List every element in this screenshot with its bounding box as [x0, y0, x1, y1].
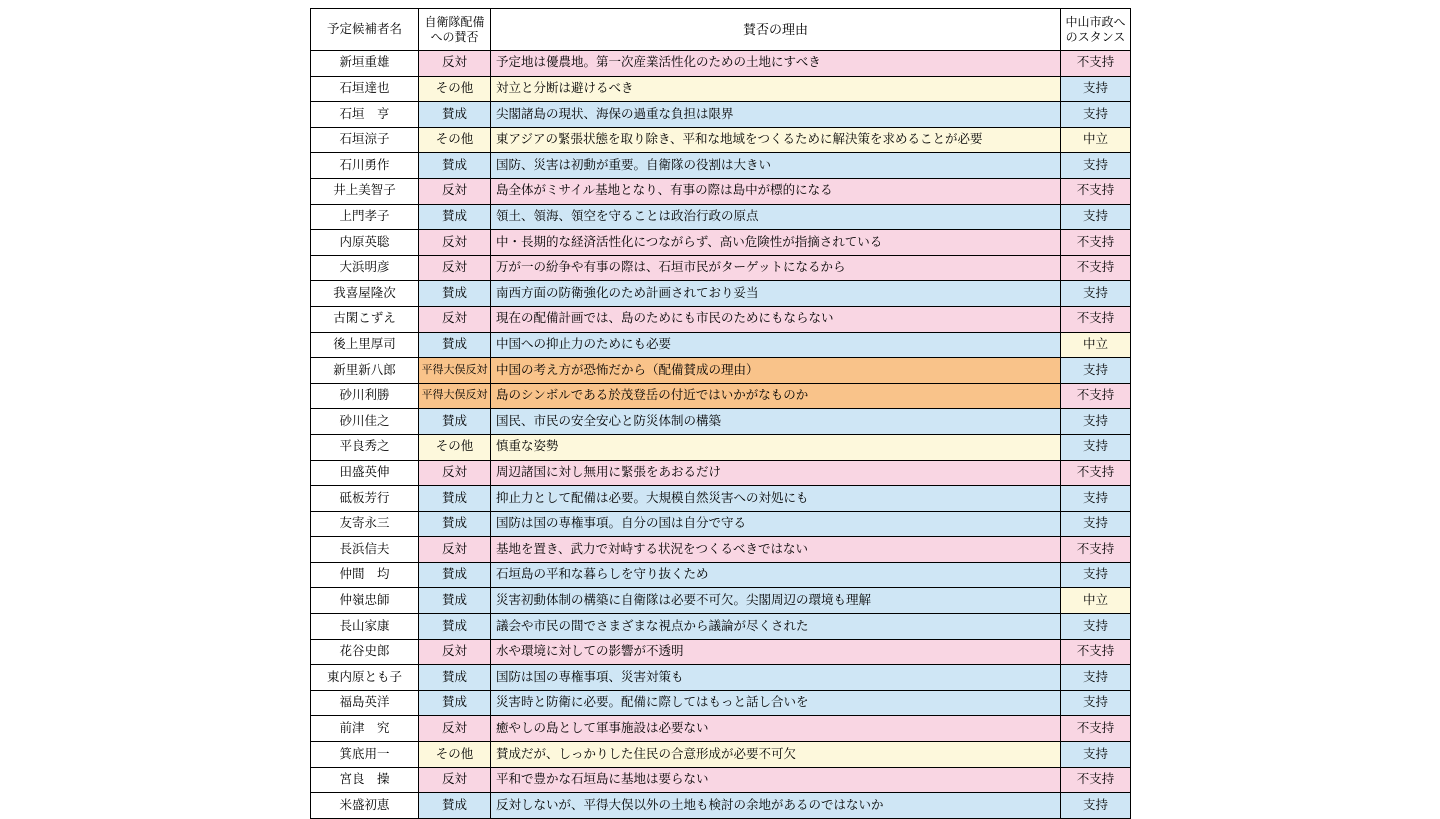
table-header-row [311, 9, 1131, 51]
cell-stance: 支持 [1061, 486, 1131, 512]
cell-position: 賛成 [419, 665, 491, 691]
cell-reason: 抑止力として配備は必要。大規模自然災害への対処にも [491, 486, 1061, 512]
cell-stance: 不支持 [1061, 716, 1131, 742]
table-body [311, 51, 1131, 819]
cell-stance: 支持 [1061, 76, 1131, 102]
table-row [311, 460, 1131, 486]
table-row [311, 562, 1131, 588]
cell-reason: 国防、災害は初動が重要。自衛隊の役割は大きい [491, 153, 1061, 179]
table-row [311, 434, 1131, 460]
table-row [311, 76, 1131, 102]
cell-reason: 現在の配備計画では、島のためにも市民のためにもならない [491, 306, 1061, 332]
cell-candidate-name: 新垣重雄 [311, 51, 419, 77]
table-row [311, 178, 1131, 204]
cell-candidate-name: 長浜信夫 [311, 537, 419, 563]
table-row [311, 716, 1131, 742]
table-row [311, 511, 1131, 537]
cell-stance: 支持 [1061, 742, 1131, 768]
cell-position: 反対 [419, 306, 491, 332]
cell-stance: 支持 [1061, 358, 1131, 384]
cell-reason: 領土、領海、領空を守ることは政治行政の原点 [491, 204, 1061, 230]
cell-position: 反対 [419, 537, 491, 563]
cell-position: 反対 [419, 460, 491, 486]
cell-position: 反対 [419, 767, 491, 793]
table-row [311, 255, 1131, 281]
cell-position: その他 [419, 742, 491, 768]
cell-reason: 基地を置き、武力で対峙する状況をつくるべきではない [491, 537, 1061, 563]
cell-reason: 災害時と防衛に必要。配備に際してはもっと話し合いを [491, 690, 1061, 716]
cell-reason: 反対しないが、平得大俣以外の土地も検討の余地があるのではないか [491, 793, 1061, 819]
table-row [311, 767, 1131, 793]
cell-stance: 支持 [1061, 562, 1131, 588]
table-row [311, 614, 1131, 640]
cell-reason: 中・長期的な経済活性化につながらず、高い危険性が指摘されている [491, 230, 1061, 256]
cell-stance: 支持 [1061, 614, 1131, 640]
cell-candidate-name: 平良秀之 [311, 434, 419, 460]
cell-candidate-name: 箕底用一 [311, 742, 419, 768]
cell-position: 平得大俣反対 [419, 358, 491, 384]
cell-candidate-name: 前津 究 [311, 716, 419, 742]
table-row [311, 204, 1131, 230]
cell-position: 賛成 [419, 690, 491, 716]
cell-stance: 支持 [1061, 204, 1131, 230]
cell-position: 反対 [419, 639, 491, 665]
table-row [311, 153, 1131, 179]
cell-candidate-name: 上門孝子 [311, 204, 419, 230]
cell-position: 反対 [419, 51, 491, 77]
cell-position: 賛成 [419, 409, 491, 435]
cell-reason: 国防は国の専権事項。自分の国は自分で守る [491, 511, 1061, 537]
table-row [311, 358, 1131, 384]
cell-reason: 周辺諸国に対し無用に緊張をあおるだけ [491, 460, 1061, 486]
cell-stance: 支持 [1061, 793, 1131, 819]
cell-stance: 支持 [1061, 511, 1131, 537]
cell-candidate-name: 砂川利勝 [311, 383, 419, 409]
table-row [311, 793, 1131, 819]
cell-reason: 南西方面の防衛強化のため計画されており妥当 [491, 281, 1061, 307]
cell-stance: 不支持 [1061, 460, 1131, 486]
cell-position: 平得大俣反対 [419, 383, 491, 409]
table-row [311, 665, 1131, 691]
cell-reason: 島のシンボルである於茂登岳の付近ではいかがなものか [491, 383, 1061, 409]
cell-candidate-name: 友寄永三 [311, 511, 419, 537]
cell-position: 賛成 [419, 486, 491, 512]
cell-candidate-name: 大浜明彦 [311, 255, 419, 281]
table-row [311, 639, 1131, 665]
cell-reason: 国防は国の専権事項、災害対策も [491, 665, 1061, 691]
cell-position: その他 [419, 127, 491, 153]
cell-reason: 東アジアの緊張状態を取り除き、平和な地域をつくるために解決策を求めることが必要 [491, 127, 1061, 153]
cell-stance: 中立 [1061, 332, 1131, 358]
cell-position: 賛成 [419, 588, 491, 614]
candidate-stance-table-container [310, 8, 1130, 819]
cell-reason: 対立と分断は避けるべき [491, 76, 1061, 102]
cell-stance: 不支持 [1061, 537, 1131, 563]
cell-candidate-name: 井上美智子 [311, 178, 419, 204]
table-row [311, 332, 1131, 358]
cell-candidate-name: 後上里厚司 [311, 332, 419, 358]
table-row [311, 102, 1131, 128]
cell-candidate-name: 古閑こずえ [311, 306, 419, 332]
cell-position: 賛成 [419, 281, 491, 307]
cell-stance: 支持 [1061, 102, 1131, 128]
cell-candidate-name: 内原英聡 [311, 230, 419, 256]
cell-reason: 尖閣諸島の現状、海保の過重な負担は限界 [491, 102, 1061, 128]
cell-reason: 賛成だが、しっかりした住民の合意形成が必要不可欠 [491, 742, 1061, 768]
cell-reason: 中国の考え方が恐怖だから（配備賛成の理由） [491, 358, 1061, 384]
cell-stance: 支持 [1061, 665, 1131, 691]
cell-reason: 慎重な姿勢 [491, 434, 1061, 460]
cell-candidate-name: 石垣 亨 [311, 102, 419, 128]
cell-position: 賛成 [419, 793, 491, 819]
cell-stance: 不支持 [1061, 767, 1131, 793]
cell-candidate-name: 仲間 均 [311, 562, 419, 588]
table-row [311, 127, 1131, 153]
cell-stance: 不支持 [1061, 255, 1131, 281]
cell-stance: 支持 [1061, 409, 1131, 435]
cell-stance: 不支持 [1061, 51, 1131, 77]
table-row [311, 306, 1131, 332]
cell-candidate-name: 福島英洋 [311, 690, 419, 716]
cell-reason: 石垣島の平和な暮らしを守り抜くため [491, 562, 1061, 588]
table-row [311, 281, 1131, 307]
column-header-reason: 賛否の理由 [491, 9, 1061, 51]
cell-reason: 国民、市民の安全安心と防災体制の構築 [491, 409, 1061, 435]
column-header-stance: 中山市政へのスタンス [1061, 9, 1131, 51]
cell-position: 賛成 [419, 562, 491, 588]
cell-candidate-name: 我喜屋隆次 [311, 281, 419, 307]
cell-stance: 支持 [1061, 434, 1131, 460]
cell-position: 賛成 [419, 332, 491, 358]
cell-stance: 中立 [1061, 127, 1131, 153]
cell-candidate-name: 長山家康 [311, 614, 419, 640]
table-row [311, 409, 1131, 435]
cell-stance: 支持 [1061, 690, 1131, 716]
cell-candidate-name: 石垣涼子 [311, 127, 419, 153]
table-row [311, 383, 1131, 409]
cell-position: 賛成 [419, 511, 491, 537]
cell-position: 賛成 [419, 204, 491, 230]
table-row [311, 51, 1131, 77]
cell-reason: 水や環境に対しての影響が不透明 [491, 639, 1061, 665]
table-header [311, 9, 1131, 51]
cell-position: その他 [419, 434, 491, 460]
cell-candidate-name: 花谷史郎 [311, 639, 419, 665]
cell-reason: 予定地は優農地。第一次産業活性化のための土地にすべき [491, 51, 1061, 77]
column-header-candidate-name: 予定候補者名 [311, 9, 419, 51]
cell-stance: 不支持 [1061, 230, 1131, 256]
cell-stance: 不支持 [1061, 306, 1131, 332]
cell-reason: 議会や市民の間でさまざまな視点から議論が尽くされた [491, 614, 1061, 640]
cell-position: 反対 [419, 716, 491, 742]
cell-position: 賛成 [419, 614, 491, 640]
cell-position: 賛成 [419, 153, 491, 179]
cell-position: その他 [419, 76, 491, 102]
cell-stance: 不支持 [1061, 383, 1131, 409]
table-row [311, 486, 1131, 512]
table-row [311, 690, 1131, 716]
cell-stance: 支持 [1061, 153, 1131, 179]
table-row [311, 230, 1131, 256]
cell-reason: 癒やしの島として軍事施設は必要ない [491, 716, 1061, 742]
cell-position: 賛成 [419, 102, 491, 128]
cell-reason: 万が一の紛争や有事の際は、石垣市民がターゲットになるから [491, 255, 1061, 281]
cell-candidate-name: 宮良 操 [311, 767, 419, 793]
cell-reason: 中国への抑止力のためにも必要 [491, 332, 1061, 358]
cell-candidate-name: 砥板芳行 [311, 486, 419, 512]
cell-stance: 中立 [1061, 588, 1131, 614]
cell-candidate-name: 新里新八郎 [311, 358, 419, 384]
cell-stance: 支持 [1061, 281, 1131, 307]
table-row [311, 742, 1131, 768]
cell-candidate-name: 石垣達也 [311, 76, 419, 102]
column-header-position: 自衛隊配備への賛否 [419, 9, 491, 51]
candidate-stance-table [310, 8, 1131, 819]
table-row [311, 537, 1131, 563]
cell-reason: 島全体がミサイル基地となり、有事の際は島中が標的になる [491, 178, 1061, 204]
cell-candidate-name: 仲嶺忠師 [311, 588, 419, 614]
cell-position: 反対 [419, 178, 491, 204]
cell-candidate-name: 砂川佳之 [311, 409, 419, 435]
cell-candidate-name: 石川勇作 [311, 153, 419, 179]
cell-position: 反対 [419, 255, 491, 281]
cell-position: 反対 [419, 230, 491, 256]
cell-stance: 不支持 [1061, 639, 1131, 665]
table-row [311, 588, 1131, 614]
cell-reason: 平和で豊かな石垣島に基地は要らない [491, 767, 1061, 793]
cell-stance: 不支持 [1061, 178, 1131, 204]
cell-candidate-name: 田盛英伸 [311, 460, 419, 486]
cell-candidate-name: 東内原とも子 [311, 665, 419, 691]
cell-reason: 災害初動体制の構築に自衛隊は必要不可欠。尖閣周辺の環境も理解 [491, 588, 1061, 614]
cell-candidate-name: 米盛初恵 [311, 793, 419, 819]
